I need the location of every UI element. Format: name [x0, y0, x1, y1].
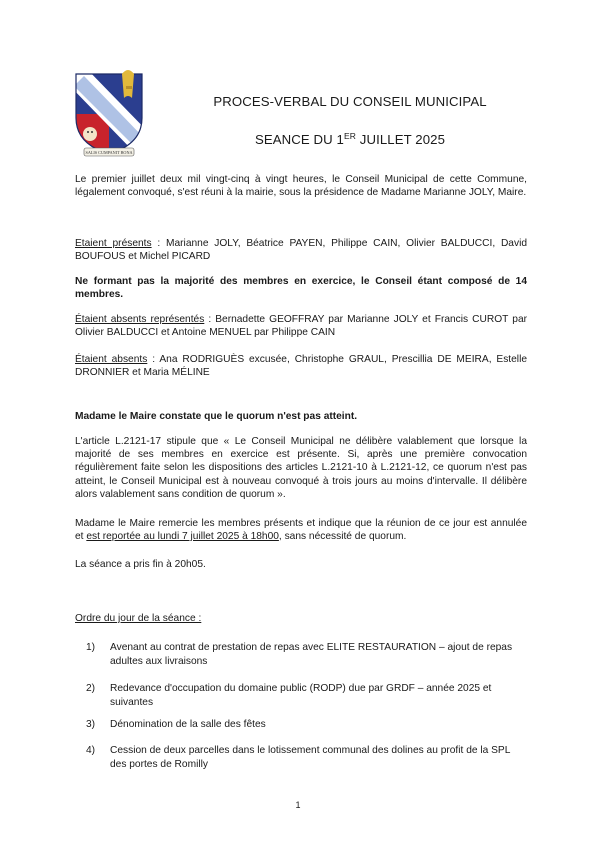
article-quote: L'article L.2121-17 stipule que « Le Conseil Municipal ne délibère valablement que lorsque la majorité de ses membres en exercice est présente. Si, après une première convocation régulièrement faite selon les dispositions des articles L.2121-10 à L.2121-12, ce quorum n'est pas atteint, le Conseil Municipal est à nouveau convoqué à trois jours au moins d'intervalle. Il délibère alors valablement sans condition de quorum ».: [75, 436, 527, 500]
session-date-title: SEANCE DU 1ER JUILLET 2025: [254, 131, 446, 147]
quorum-notice: Madame le Maire constate que le quorum n'est pas atteint.: [75, 411, 358, 422]
majority-notice: Ne formant pas la majorité des membres en exercice, le Conseil étant composé de 14 membres.: [75, 276, 527, 301]
represented-members: Étaient absents représentés : Bernadette GEOFFRAY par Marianne JOLY et Francis CUROT par Olivier BALDUCCI et Antoine MENUEL par Philippe CAIN: [75, 314, 527, 339]
svg-text:SALIS CUMPANIT BONA: SALIS CUMPANIT BONA: [85, 150, 133, 155]
agenda-item: 3) Dénomination de la salle des fêtes: [86, 719, 266, 730]
agenda-item: 1) Avenant au contrat de prestation de repas avec ELITE RESTAURATION – ajout de repas adultes aux livraisons: [86, 642, 513, 667]
intro-paragraph: Le premier juillet deux mil vingt-cinq à vingt heures, le Conseil Municipal de cette Commune, légalement convoqué, s'est réuni à la mairie, sous la présidence de Madame Marianne JOLY, Maire.: [75, 174, 527, 199]
absent-members: Étaient absents : Ana RODRIGUÈS excusée, Christophe GRAUL, Prescillia DE MEIRA, Estelle DRONNIER et Maria MÉLINE: [75, 354, 528, 379]
municipal-crest: [70, 68, 148, 160]
document-title: PROCES-VERBAL DU CONSEIL MUNICIPAL: [213, 94, 487, 109]
present-members: Etaient présents : Marianne JOLY, Béatrice PAYEN, Philippe CAIN, Olivier BALDUCCI, David BOUFOUS et Michel PICARD: [75, 238, 527, 263]
wheat-sheaf-icon: [122, 70, 134, 98]
closing-time: La séance a pris fin à 20h05.: [75, 559, 206, 570]
page-number: 1: [295, 800, 301, 810]
agenda-item: 2) Redevance d'occupation du domaine public (RODP) due par GRDF – année 2025 et suivantes: [86, 683, 492, 708]
agenda-item: 4) Cession de deux parcelles dans le lotissement communal des dolines au profit de la SPL des portes de Romilly: [86, 745, 510, 770]
agenda-heading: Ordre du jour de la séance :: [75, 613, 202, 624]
postponement-notice: Madame le Maire remercie les membres présents et indique que la réunion de ce jour est annulée et est reportée au lundi 7 juillet 2025 à 18h00, sans nécessité de quorum.: [75, 518, 527, 543]
